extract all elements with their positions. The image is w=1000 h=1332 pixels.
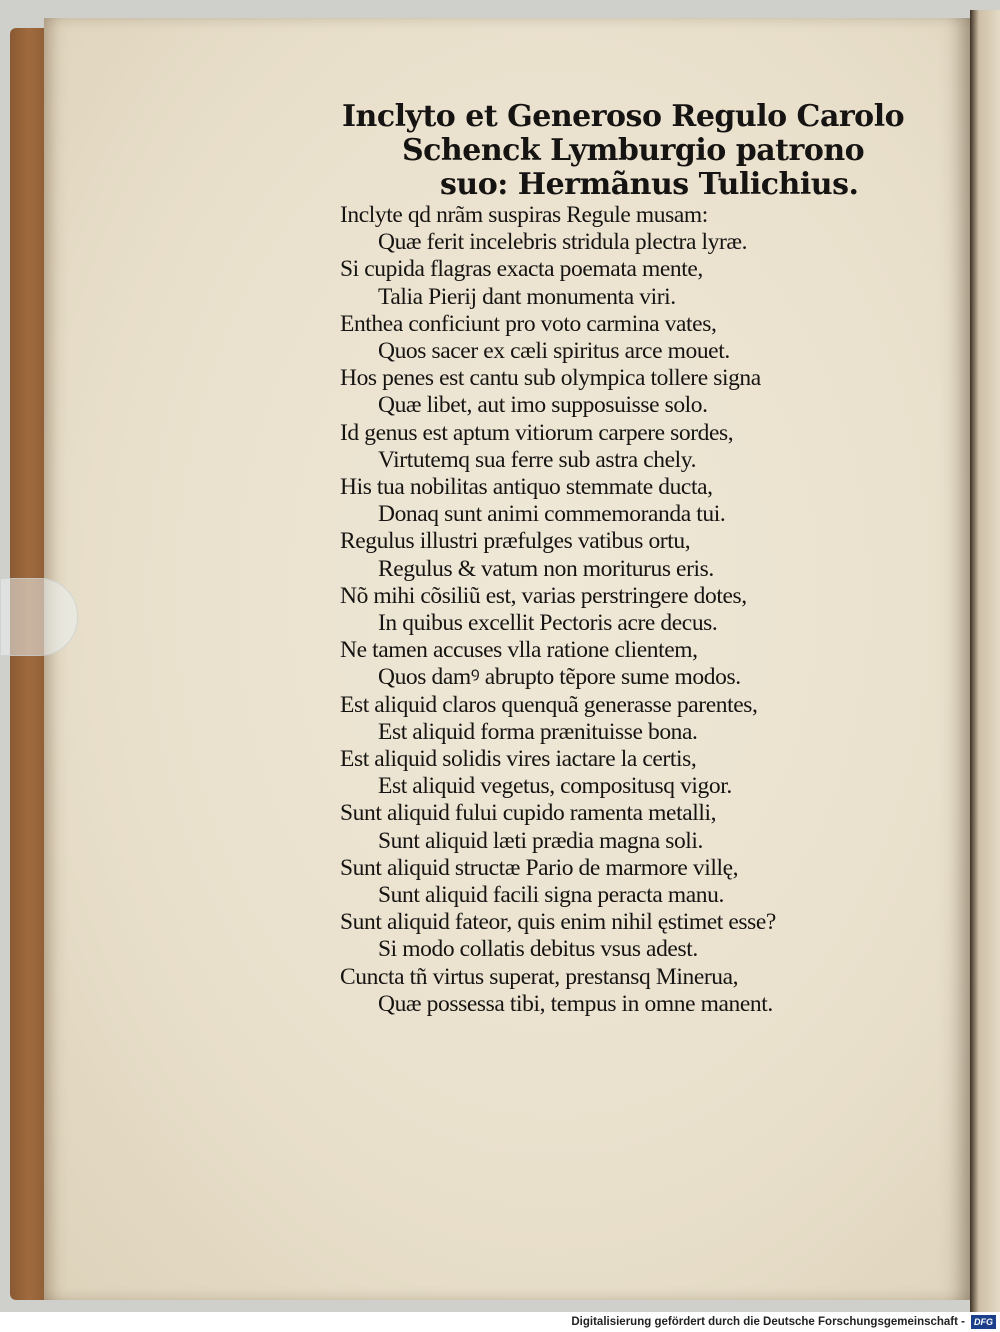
verse-line: Enthea conficiunt pro voto carmina vates, [340, 310, 717, 337]
verse-line: His tua nobilitas antiquo stemmate ducta, [340, 474, 713, 501]
page-clip [0, 578, 78, 656]
verse-line: Hos penes est cantu sub olympica tollere signa [340, 365, 761, 392]
verse-line: Donaq sunt animi commemoranda tui. [378, 501, 726, 528]
verse-line: Inclyte qd nrãm suspiras Regule musam: [340, 202, 708, 228]
facing-page-edge [970, 10, 1000, 1312]
verse-line: Sunt aliquid facili signa peracta manu. [378, 882, 724, 909]
verse-line: Si cupida flagras exacta poemata mente, [340, 256, 703, 283]
verse-line: Id genus est aptum vitiorum carpere sordes, [340, 419, 734, 446]
dedication-title [340, 99, 905, 202]
verse-line: Sunt aliquid læti prædia magna soli. [378, 827, 704, 854]
verse-line: Sunt aliquid fateor, quis enim nihil ęstimet esse? [340, 909, 776, 936]
digitization-credit [0, 1312, 1000, 1332]
verse-line: In quibus excellit Pectoris acre decus. [378, 610, 718, 637]
verse-line: Quæ ferit incelebris stridula plectra lyræ. [378, 229, 748, 256]
verse-line: Quos sacer ex cæli spiritus arce mouet. [378, 338, 730, 365]
credit-text: Digitalisierung gefördert durch die Deutsche Forschungsgemeinschaft - [571, 1316, 965, 1328]
title-line: Schenck Lymburgio patrono [402, 133, 865, 168]
verse-line: Est aliquid vegetus, compositusq vigor. [378, 773, 732, 800]
verse-line: Est aliquid forma prænituisse bona. [378, 718, 698, 745]
verse-line: Cuncta tñ virtus superat, prestansq Minerua, [340, 963, 739, 990]
verse-line: Est aliquid claros quenquã generasse parentes, [340, 691, 758, 718]
verse-line: Est aliquid solidis vires iactare la certis, [340, 746, 697, 773]
verse-line: Sunt aliquid structæ Pario de marmore villę, [340, 854, 739, 881]
dfg-logo: DFG [971, 1315, 996, 1329]
verse-line: Si modo collatis debitus vsus adest. [378, 936, 698, 963]
poem-block [340, 99, 905, 1018]
title-line: suo: Hermãnus Tulichius. [440, 167, 859, 202]
verse-line: Quæ libet, aut imo supposuisse solo. [378, 392, 708, 419]
verse-line: Nõ mihi cõsiliũ est, varias perstringere dotes, [340, 582, 747, 609]
verse-line: Regulus & vatum non moriturus eris. [378, 555, 714, 582]
verse-line: Talia Pierij dant monumenta viri. [378, 283, 676, 310]
verse-line: Quos damꝰ abrupto tẽpore sume modos. [378, 664, 741, 691]
verse-line: Regulus illustri præfulges vatibus ortu, [340, 528, 691, 555]
title-line: Inclyto et Generoso Regulo Carolo [342, 99, 905, 134]
verse-line: Virtutemq sua ferre sub astra chely. [378, 446, 697, 473]
verse-line: Sunt aliquid fului cupido ramenta metalli, [340, 800, 717, 827]
verse-line: Ne tamen accuses vlla ratione clientem, [340, 637, 698, 664]
verse-list [340, 202, 900, 1018]
verse-line: Quæ possessa tibi, tempus in omne manent. [378, 990, 773, 1017]
